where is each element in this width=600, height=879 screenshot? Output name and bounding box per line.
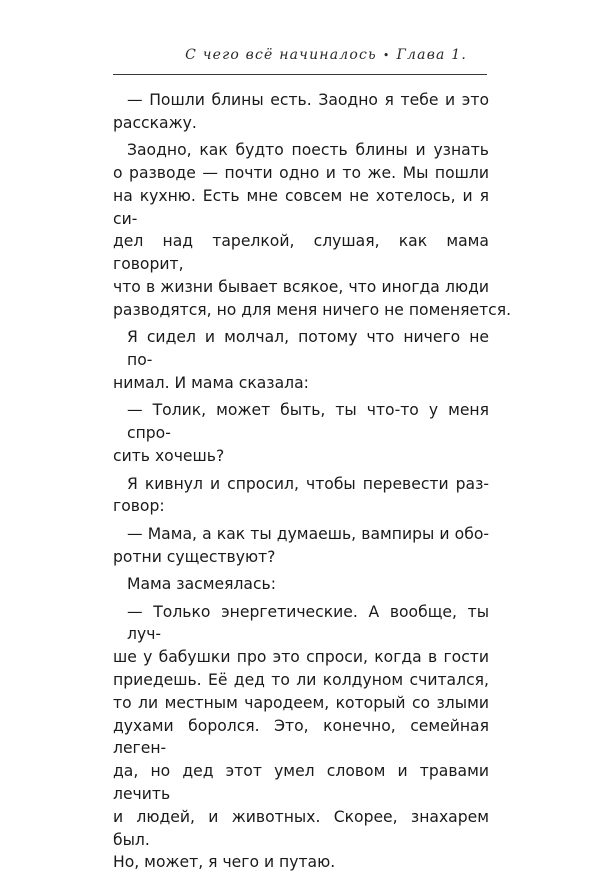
- paragraph: [113, 399, 489, 467]
- paragraph: [113, 523, 489, 569]
- text-line: Мама засмеялась:: [127, 575, 276, 594]
- text-line: что в жизни бывает всякое, что иногда люди: [113, 278, 489, 297]
- text-line: — Пошли блины есть. Заодно я тебе и это: [127, 91, 489, 109]
- text-line: разводятся, но для меня ничего не поменяется.: [113, 300, 512, 319]
- page-body-text: [113, 89, 512, 879]
- paragraph: [113, 89, 489, 135]
- text-line: дел над тарелкой, слушая, как мама говорит,: [113, 232, 489, 274]
- running-head: [185, 47, 467, 63]
- text-line: на кухню. Есть мне совсем не хотелось, и я си-: [113, 186, 489, 228]
- paragraph: [113, 601, 489, 875]
- text-line: — Только энергетические. А вообще, ты луч-: [127, 602, 489, 644]
- text-line: — Мама, а как ты думаешь, вампиры и обо-: [127, 524, 489, 543]
- text-line: приедешь. Её дед то ли колдуном считался,: [113, 670, 489, 689]
- paragraph: [113, 139, 512, 321]
- text-line: да, но дед этот умел словом и травами лечить: [113, 762, 489, 803]
- text-line: то ли местным чародеем, который со злыми: [113, 693, 489, 712]
- paragraph: [113, 473, 489, 519]
- text-line: и людей, и животных. Скорее, знахарем был.: [113, 807, 489, 849]
- chapter-label: Глава 1.: [396, 47, 467, 63]
- text-line: ротни существуют?: [113, 547, 276, 566]
- text-line: Я кивнул и спросил, чтобы перевести раз-: [127, 474, 489, 493]
- paragraph: [113, 573, 489, 596]
- header-rule: [113, 74, 487, 75]
- running-title: С чего всё начиналось: [185, 47, 377, 63]
- text-line: духами боролся. Это, конечно, семейная леген-: [113, 716, 489, 758]
- text-line: Заодно, как будто поесть блины и узнать: [127, 141, 489, 160]
- text-line: о разводе — почти одно и то же. Мы пошли: [113, 164, 489, 183]
- text-line: нимал. И мама сказала:: [113, 373, 309, 392]
- header-separator: •: [382, 49, 391, 62]
- text-line: говор:: [113, 497, 165, 516]
- text-line: сить хочешь?: [113, 447, 225, 466]
- paragraph: [113, 326, 489, 394]
- text-line: Я сидел и молчал, потому что ничего не по-: [127, 328, 489, 370]
- text-line: Но, может, я чего и путаю.: [113, 853, 336, 872]
- text-line: ше у бабушки про это спроси, когда в гости: [113, 648, 489, 667]
- text-line: расскажу.: [113, 113, 197, 132]
- text-line: — Толик, может быть, ты что-то у меня спро-: [127, 401, 489, 443]
